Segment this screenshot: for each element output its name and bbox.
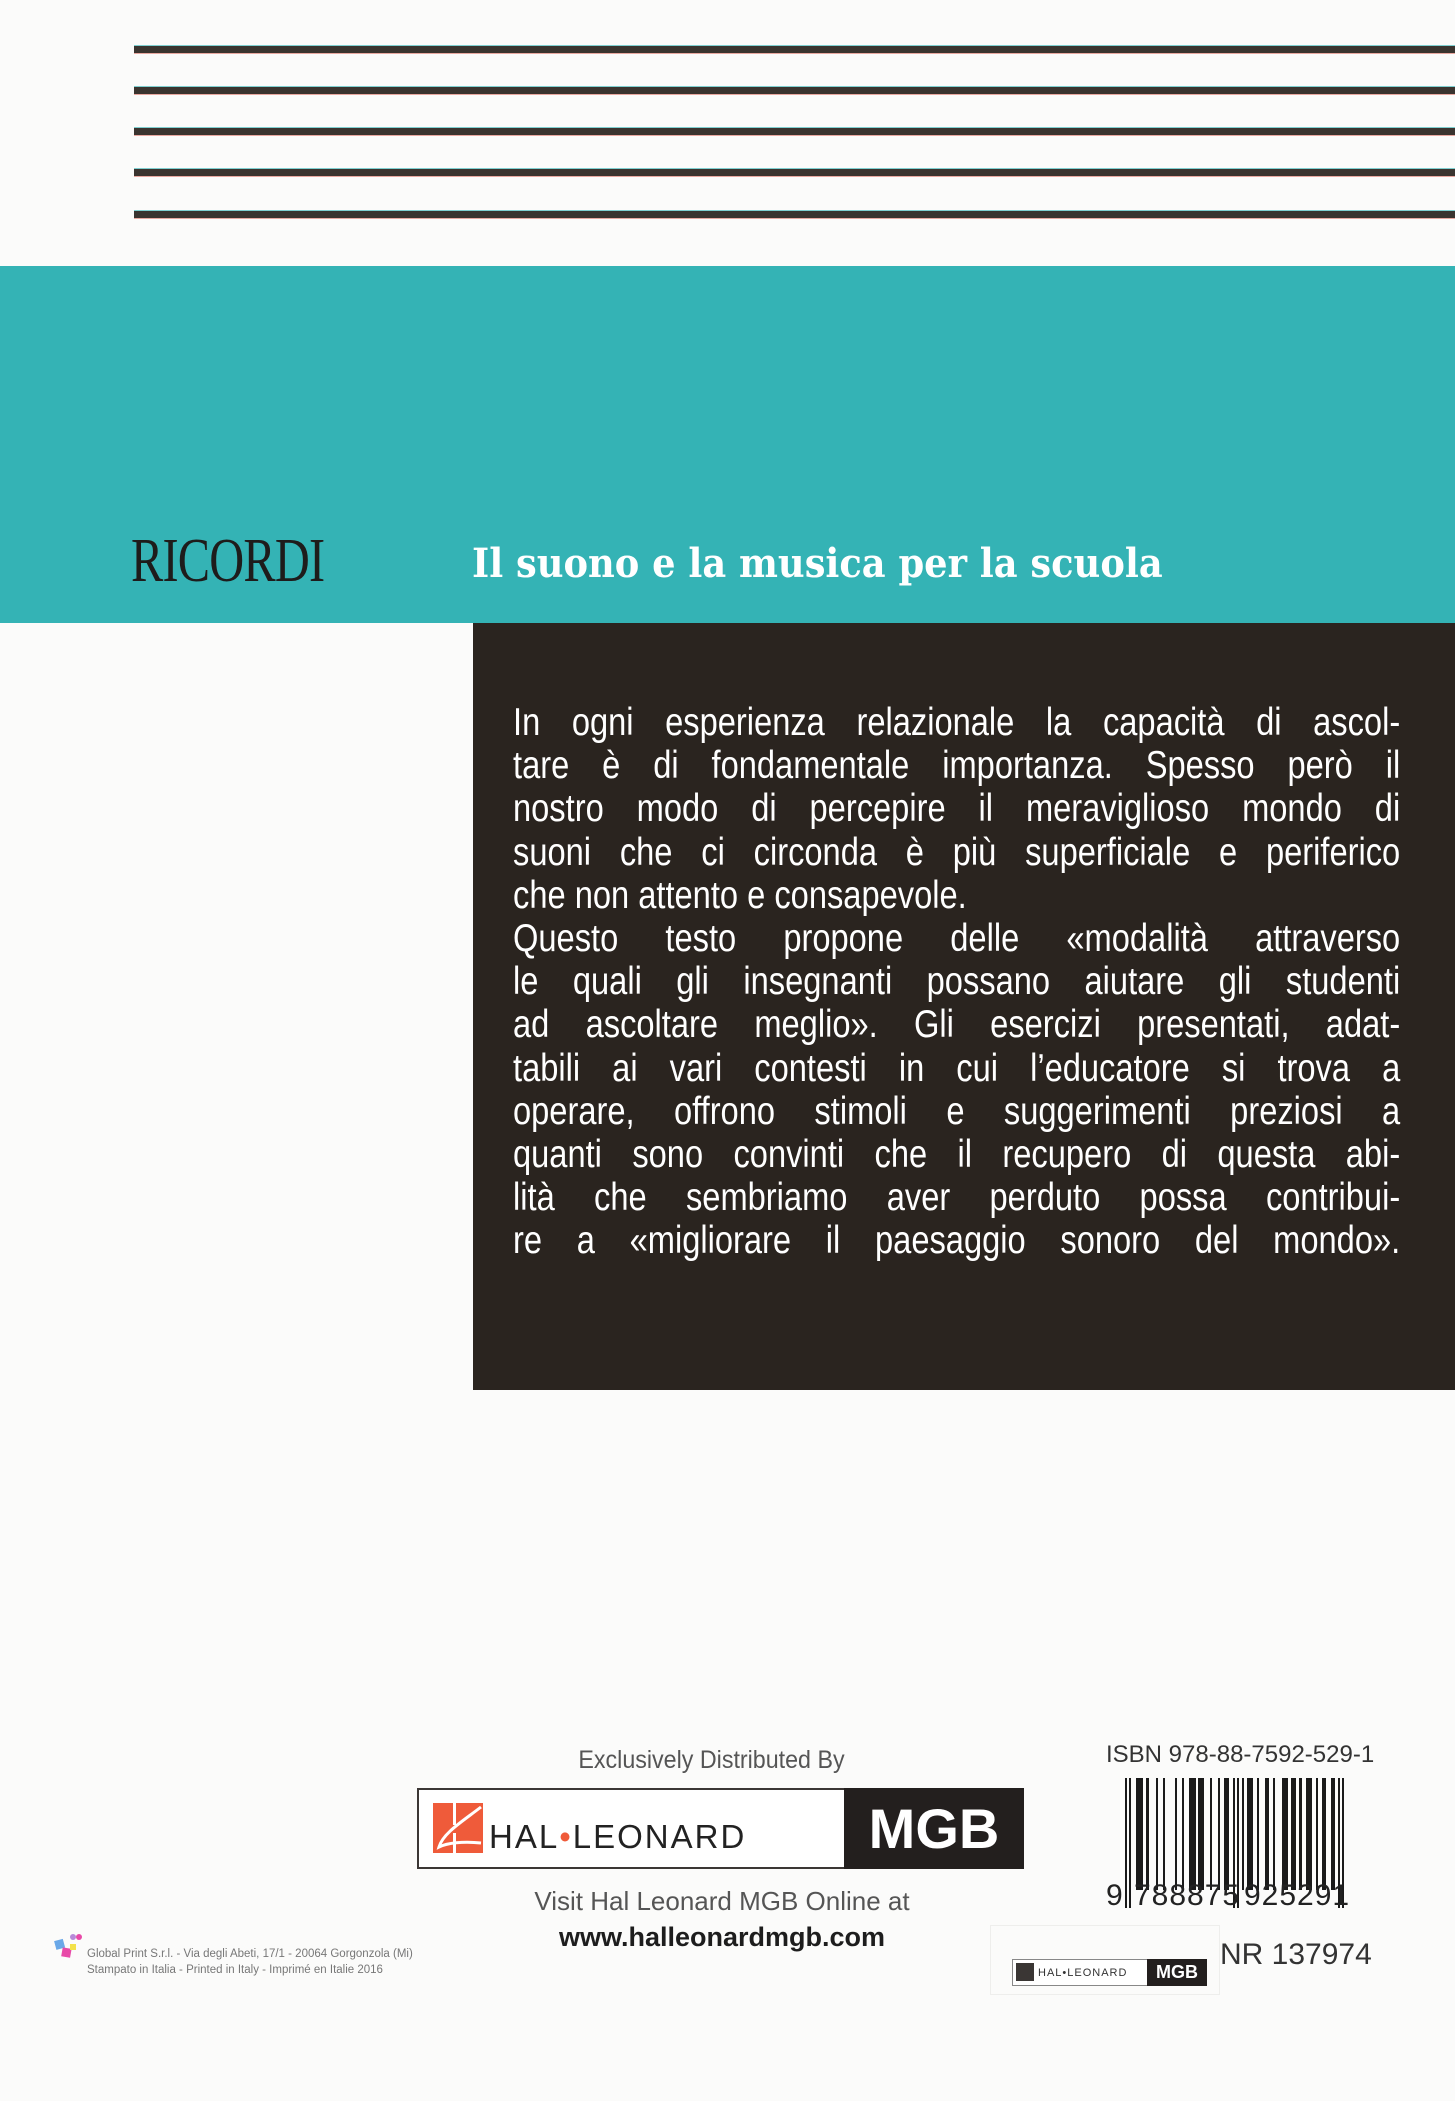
visit-label: Visit Hal Leonard MGB Online at — [534, 1886, 910, 1916]
hal-leonard-wordmark — [489, 1819, 746, 1855]
printer-info — [53, 1934, 473, 1978]
blurb-line: In ogni esperienza relazionale la capacità di ascol- — [513, 701, 1401, 744]
distributor-label: Exclusively Distributed By — [578, 1746, 845, 1774]
mgb-wordmark: MGB — [844, 1788, 1024, 1869]
barcode-digits-right: 925291 — [1244, 1879, 1351, 1910]
blurb-line: ad ascoltare meglio». Gli esercizi presentati, adat- — [513, 1003, 1401, 1047]
blurb-text — [513, 701, 1400, 1263]
blurb-line: lità che sembriamo aver perduto possa contribui- — [513, 1176, 1401, 1220]
printer-text — [87, 1946, 413, 1978]
blurb-line: quanti sono convinti che il recupero di questa abi- — [513, 1133, 1401, 1177]
small-hal-leonard-icon — [1016, 1963, 1034, 1981]
staff-line — [134, 86, 1455, 95]
blurb-line: tare è di fondamentale importanza. Spesso però il — [513, 744, 1401, 788]
staff-line — [134, 210, 1455, 219]
blurb-line: operare, offrono stimoli e suggerimenti preziosi a — [513, 1089, 1401, 1133]
website-link[interactable]: www.halleonardmgb.com — [558, 1922, 886, 1952]
small-logo-wordmark: HAL•LEONARD — [1038, 1967, 1128, 1979]
wordmark-dot: • — [559, 1818, 573, 1855]
barcode-digit-first: 9 — [1106, 1879, 1123, 1910]
blurb-line: le quali gli insegnanti possano aiutare gli studenti — [513, 960, 1401, 1004]
series-title: Il suono e la musica per la scuola — [472, 540, 1163, 587]
blurb-box — [473, 623, 1455, 1390]
wordmark-hal: HAL — [489, 1818, 560, 1855]
blurb-line: re a «migliorare il paesaggio sonoro del mondo». — [513, 1219, 1401, 1263]
printer-line: Stampato in Italia - Printed in Italy - Imprimé en Italie 2016 — [87, 1964, 383, 1976]
printer-line: Global Print S.r.l. - Via degli Abeti, 17/1 - 20064 Gorgonzola (Mi) — [87, 1948, 413, 1960]
hal-leonard-icon — [433, 1803, 483, 1853]
staff-line — [134, 127, 1455, 136]
blurb-line: che non attento e consapevole. — [513, 873, 967, 917]
staff-line — [134, 45, 1455, 54]
blurb-line: tabili ai vari contesti in cui l’educatore si trova a — [513, 1046, 1401, 1090]
blurb-line: Questo testo propone delle «modalità attraverso — [513, 917, 1401, 961]
barcode-digits-left: 788875 — [1134, 1879, 1241, 1910]
blurb-line: suoni che ci circonda è più superficiale e periferico — [513, 830, 1401, 874]
small-logo-mgb: MGB — [1147, 1959, 1207, 1986]
staff-line — [134, 168, 1455, 177]
publisher-logo: RICORDI — [131, 527, 325, 595]
barcode-digits — [1100, 1878, 1400, 1910]
printer-logo-icon — [53, 1934, 87, 1960]
catalog-number: NR 137974 — [1220, 1938, 1372, 1971]
small-hal-leonard-mgb-logo — [1012, 1959, 1207, 1986]
blurb-line: nostro modo di percepire il meraviglioso mondo di — [513, 787, 1401, 831]
wordmark-leonard: LEONARD — [572, 1818, 747, 1855]
isbn-label: ISBN 978-88-7592-529-1 — [1106, 1741, 1375, 1768]
hal-leonard-mgb-logo — [417, 1788, 1024, 1869]
